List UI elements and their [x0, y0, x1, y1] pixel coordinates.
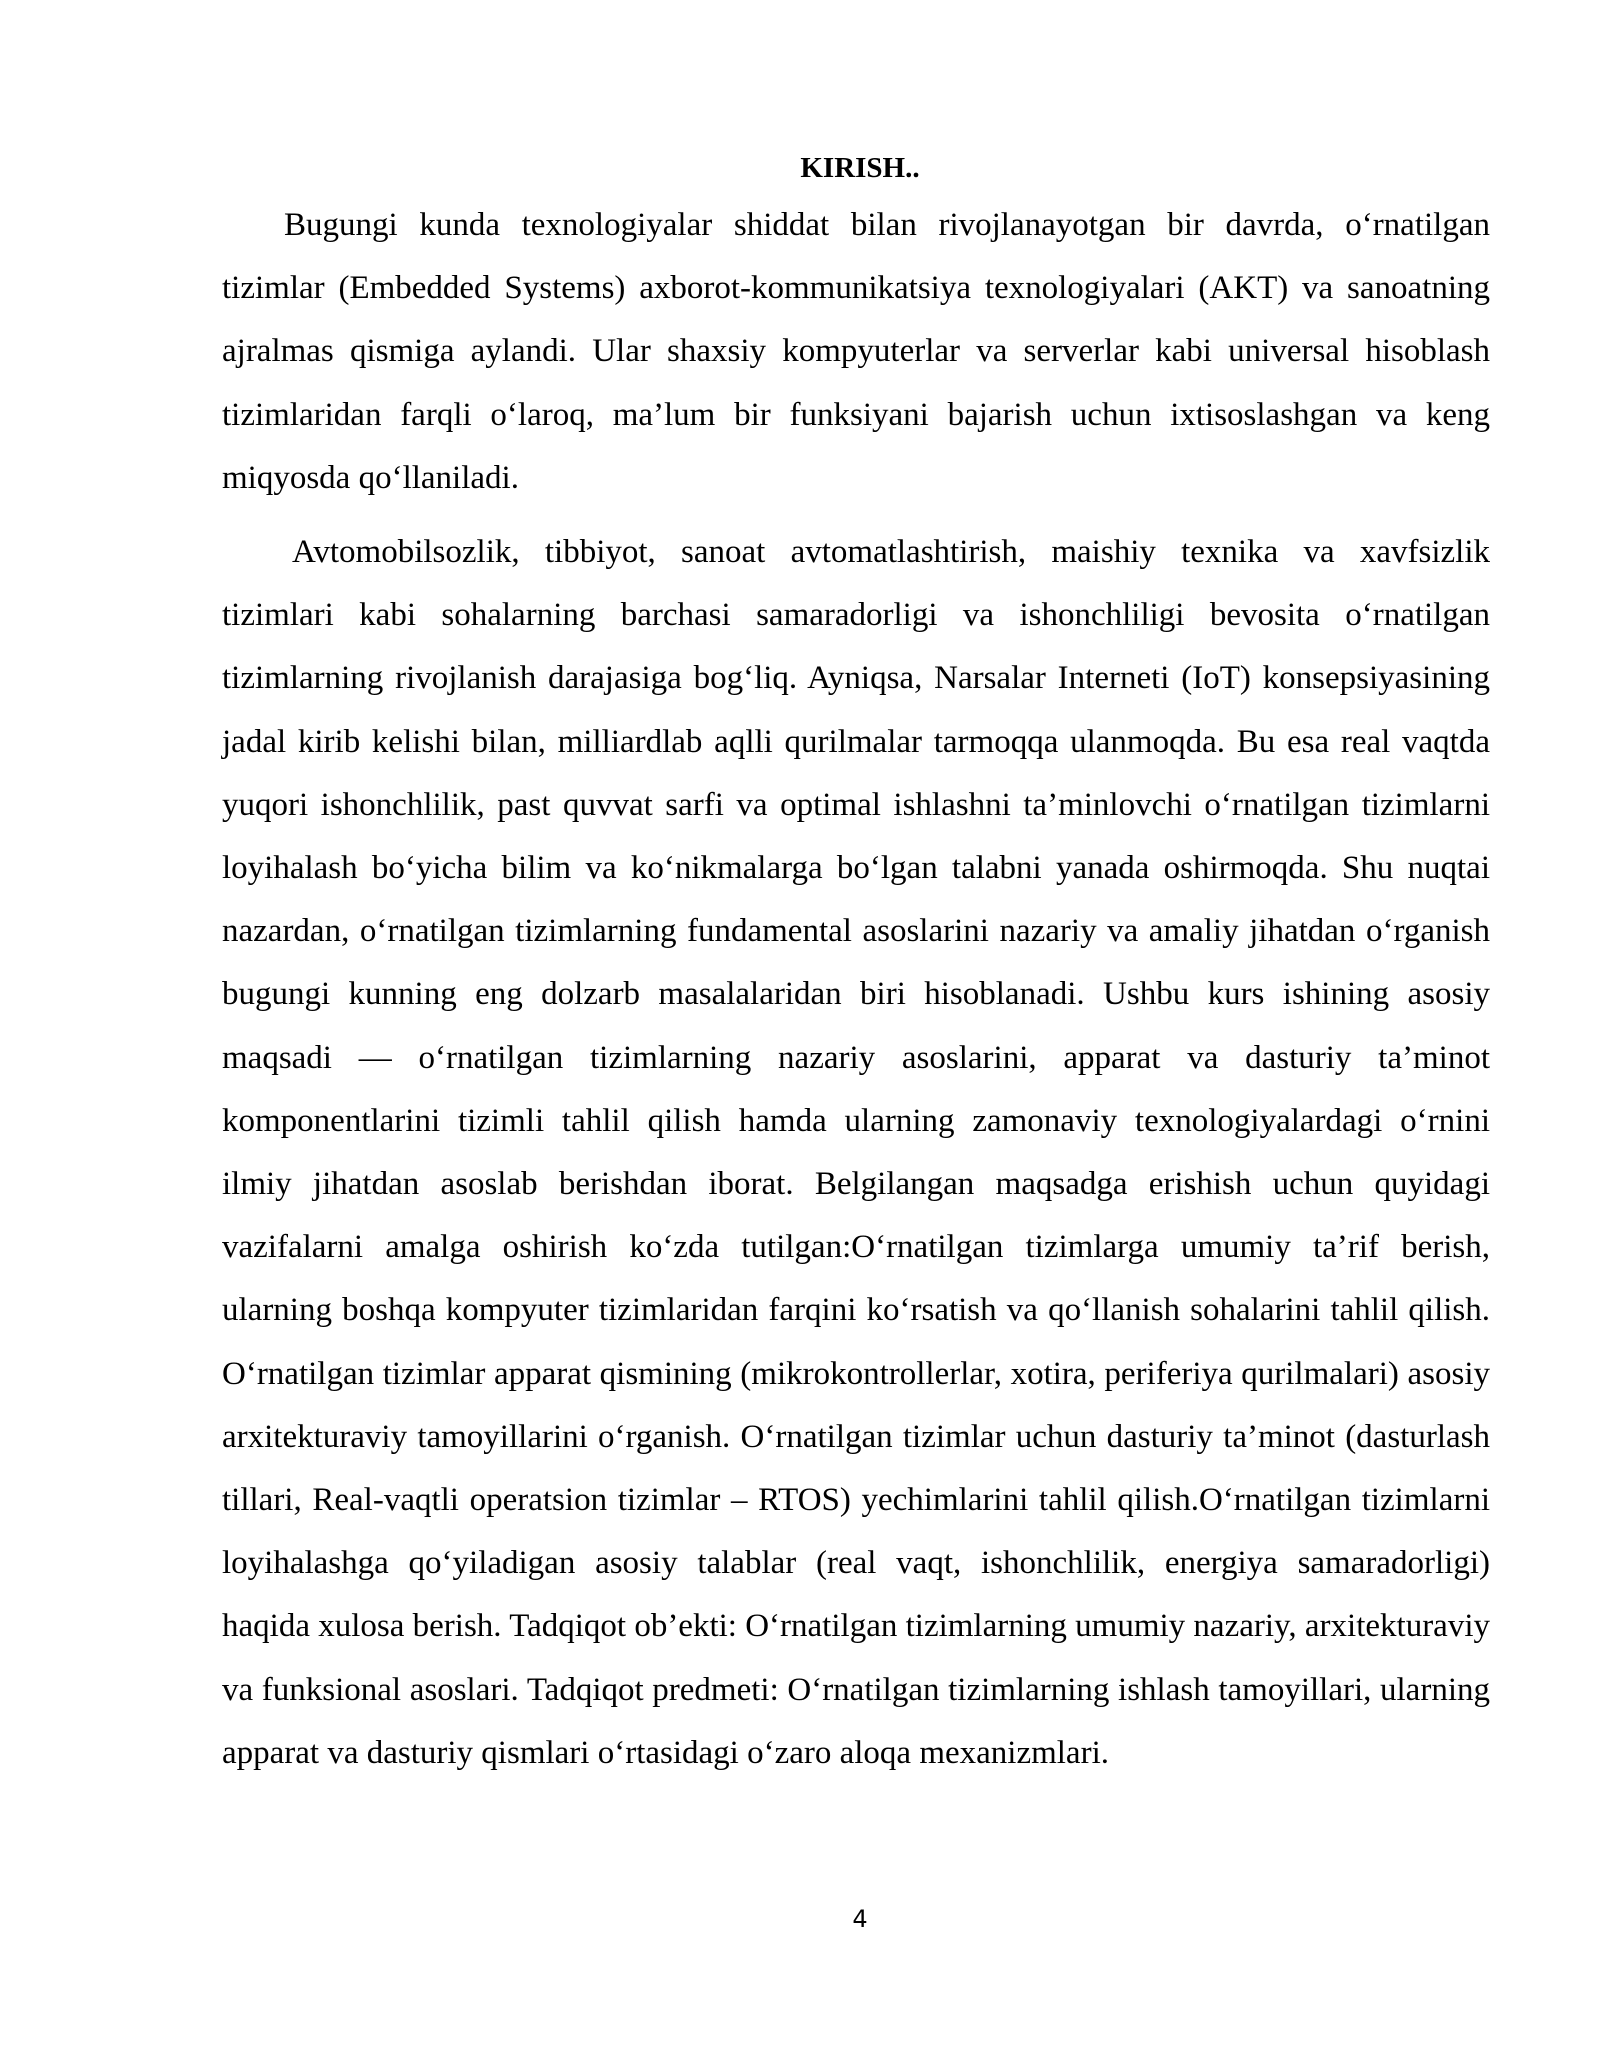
section-title: KIRISH..	[800, 152, 920, 184]
page-number: 4	[852, 1905, 868, 1933]
paragraph-main: Avtomobilsozlik, tibbiyot, sanoat avtomatlashtirish, maishiy texnika va xavfsizlik tizimlari kabi sohalarning barchasi samaradorligi va ishonchliligi bevosita o‘rnatilgan tizimlarning rivojlanish darajasiga bog‘liq. Ayniqsa, Narsalar Interneti (IoT) konsepsiyasining jadal kirib kelishi bilan, milliardlab aqlli qurilmalar tarmoqqa ulanmoqda. Bu esa real vaqtda yuqori ishonchlilik, past quvvat sarfi va optimal ishlashni ta’minlovchi o‘rnatilgan tizimlarni loyihalash bo‘yicha bilim va ko‘nikmalarga bo‘lgan talabni yanada oshirmoqda. Shu nuqtai nazardan, o‘rnatilgan tizimlarning fundamental asoslarini nazariy va amaliy jihatdan o‘rganish bugungi kunning eng dolzarb masalalaridan biri hisoblanadi. Ushbu kurs ishining asosiy maqsadi — o‘rnatilgan tizimlarning nazariy asoslarini, apparat va dasturiy ta’minot komponentlarini tizimli tahlil qilish hamda ularning zamonaviy texnologiyalardagi o‘rnini ilmiy jihatdan asoslab berishdan iborat. Belgilangan maqsadga erishish uchun quyidagi vazifalarni amalga oshirish ko‘zda tutilgan:O‘rnatilgan tizimlarga umumiy ta’rif berish, ularning boshqa kompyuter tizimlaridan farqini ko‘rsatish va qo‘llanish sohalarini tahlil qilish. O‘rnatilgan tizimlar apparat qismining (mikrokontrollerlar, xotira, periferiya qurilmalari) asosiy arxitekturaviy tamoyillarini o‘rganish. O‘rnatilgan tizimlar uchun dasturiy ta’minot (dasturlash tillari, Real-vaqtli operatsion tizimlar – RTOS) yechimlarini tahlil qilish.O‘rnatilgan tizimlarni loyihalashga qo‘yiladigan asosiy talablar (real vaqt, ishonchlilik, energiya samaradorligi) haqida xulosa berish. Tadqiqot ob’ekti: O‘rnatilgan tizimlarning umumiy nazariy, arxitekturaviy va funksional asoslari. Tadqiqot predmeti: O‘rnatilgan tizimlarning ishlash tamoyillari, ularning apparat va dasturiy qismlari o‘rtasidagi o‘zaro aloqa mexanizmlari.	[222, 534, 1490, 1771]
paragraph-intro: Bugungi kunda texnologiyalar shiddat bilan rivojlanayotgan bir davrda, o‘rnatilgan tizimlar (Embedded Systems) axborot-kommunikatsiya texnologiyalari (AKT) va sanoatning ajralmas qismiga aylandi. Ular shaxsiy kompyuterlar va serverlar kabi universal hisoblash tizimlaridan farqli o‘laroq, ma’lum bir funksiyani bajarish uchun ixtisoslashgan va keng miqyosda qo‘llaniladi.	[222, 207, 1490, 496]
